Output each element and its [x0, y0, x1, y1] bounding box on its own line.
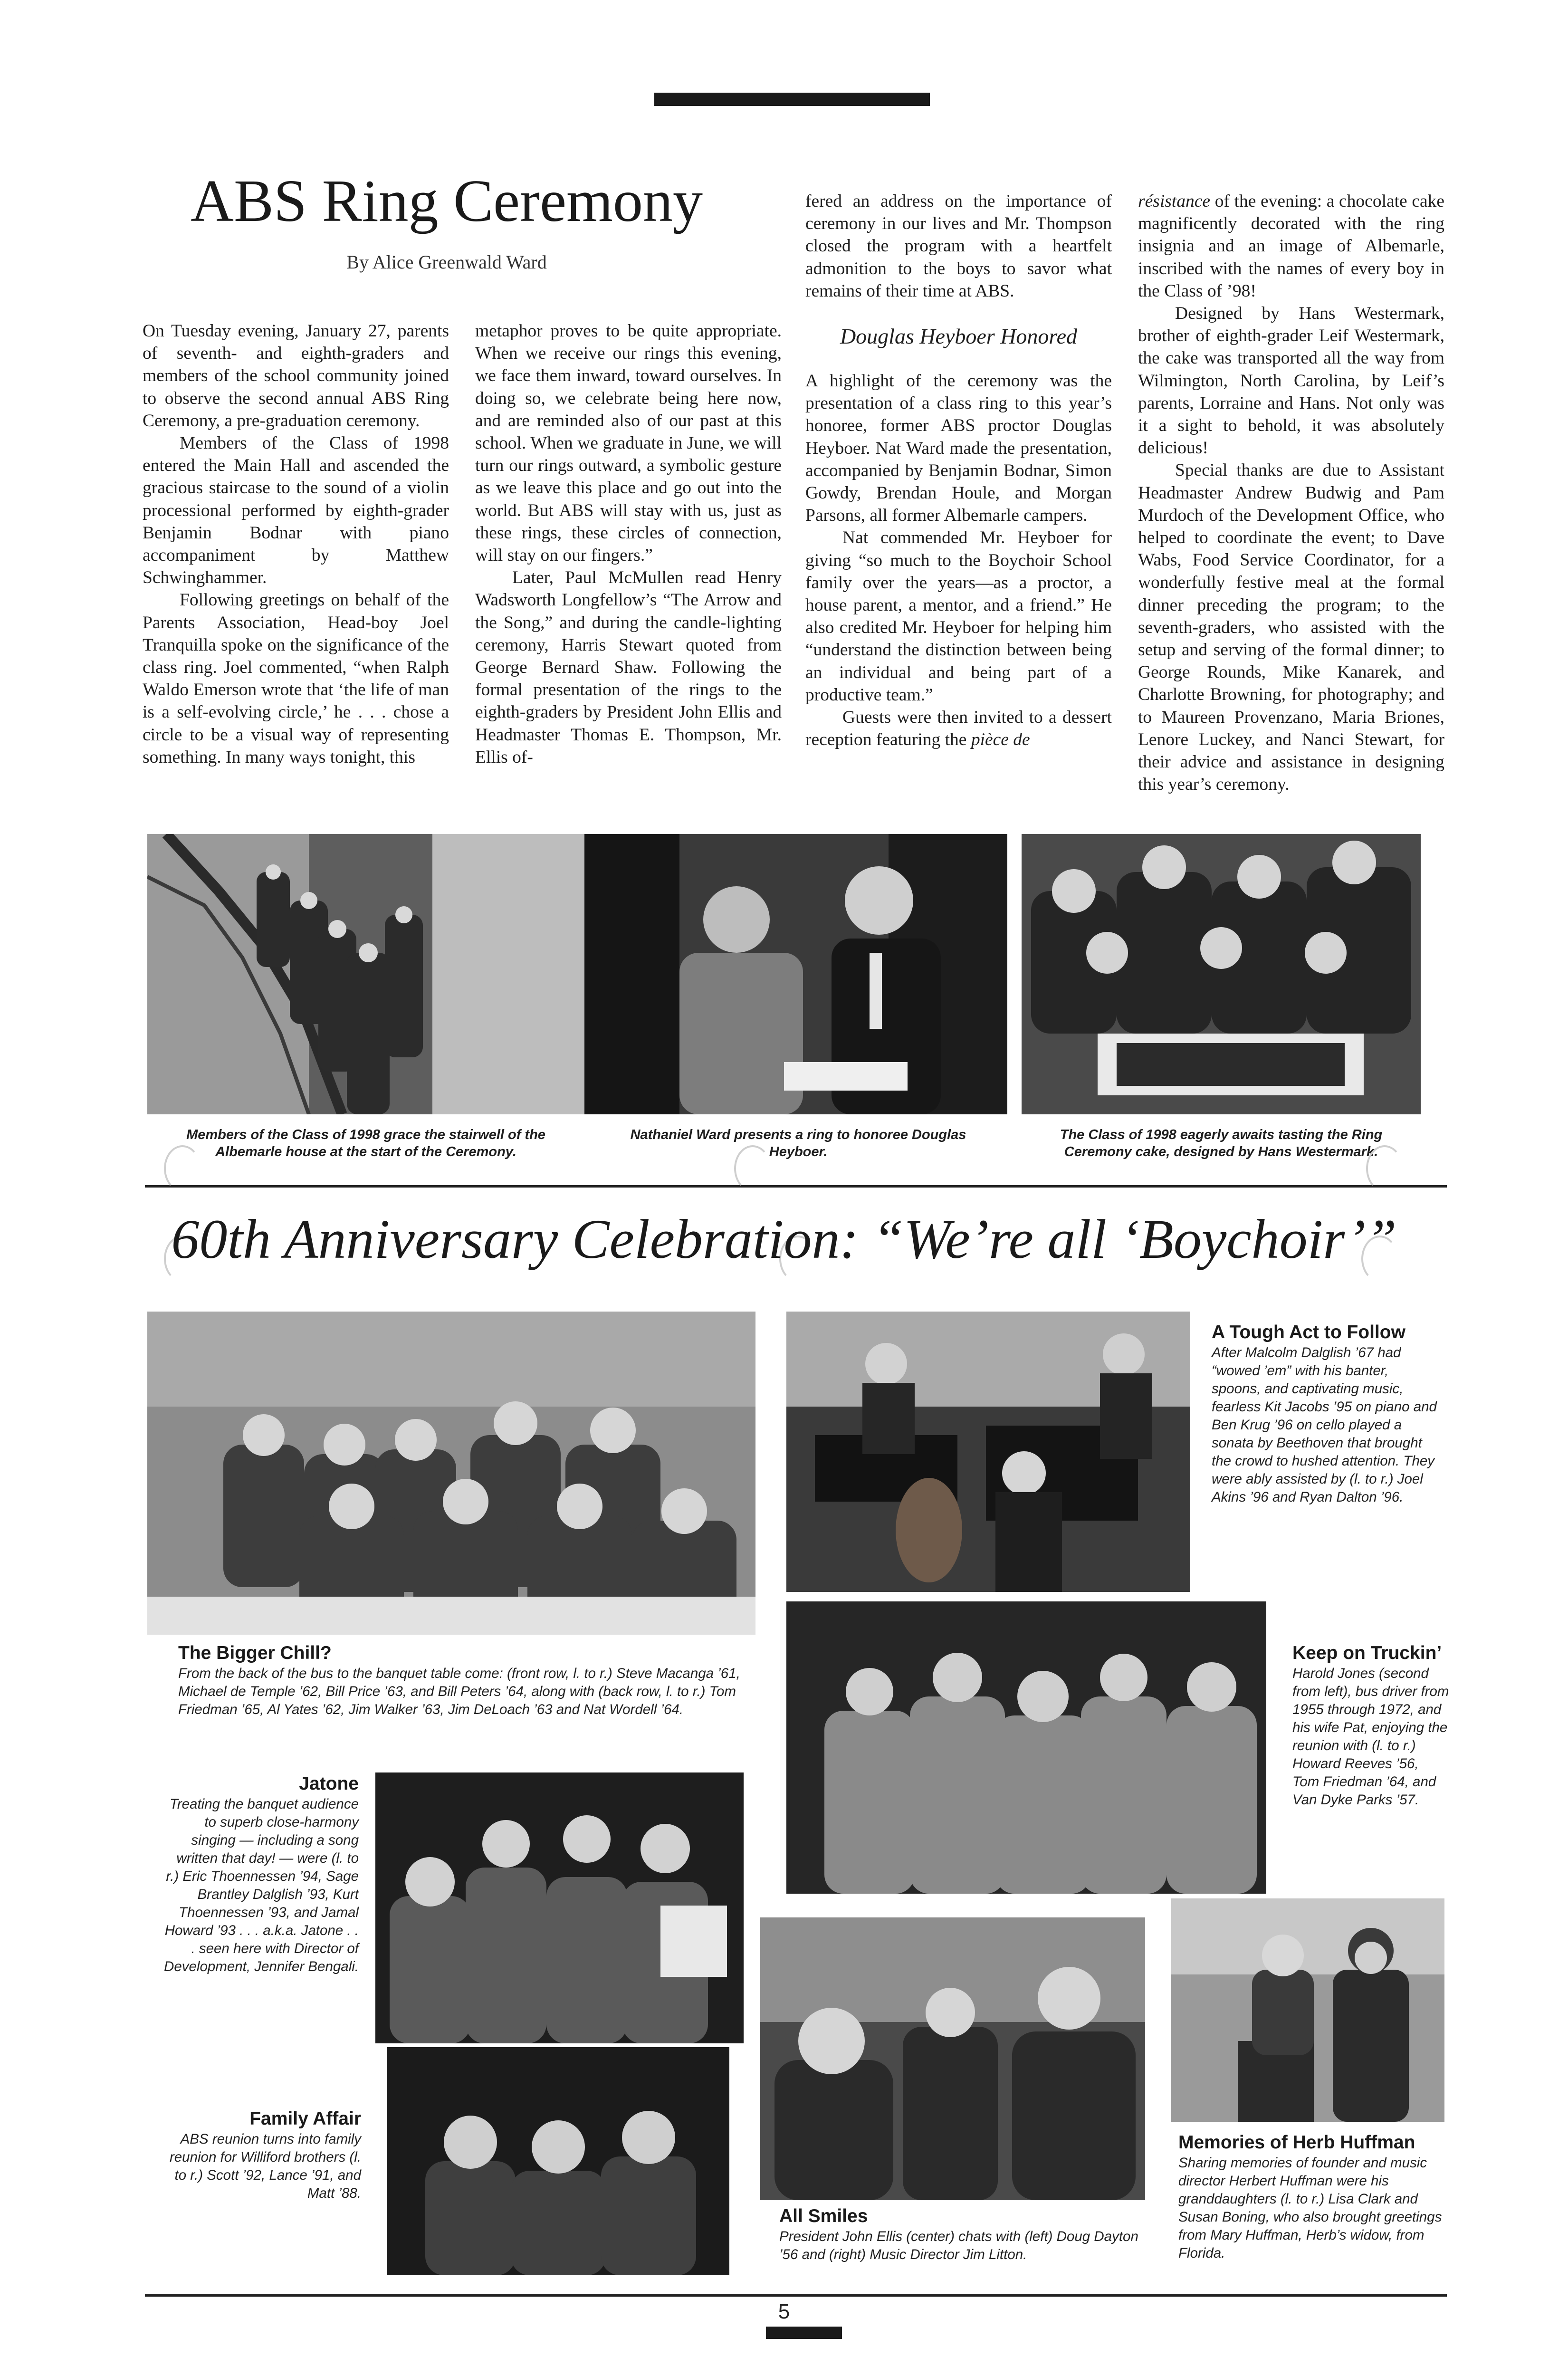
caption-text: Treating the banquet audience to superb close-harmony singing — including a song written that day! — were (l. to r.) Eric Thoennessen ’94, Sage Brantley Dalglish ’93, Kurt Thoennessen ’93, and Jamal Howard ’93 . . . a.k.a. Jatone . . . seen here with Director of Development, Jennifer Bengali.: [164, 1796, 359, 1974]
section-heading: Douglas Heyboer Honored: [840, 324, 1078, 349]
paragraph: Members of the Class of 1998 entered the Main Hall and ascended the gracious staircase to the sound of a violin processional performed by eighth-grader Benjamin Bodnar with piano accompaniment by Matthew Schwinghammer.: [143, 433, 449, 588]
paragraph: metaphor proves to be quite appropriate. When we receive our rings this evening, we face them inward, toward ourselves. In doing so, we celebrate being here now, and are reminded also of our past at this school. When we graduate in June, we will turn our rings outward, a symbolic gesture as we leave this place and go out into the world. But ABS will stay with us, just as these rings, these circles of connection, will stay on our fingers.”: [475, 321, 782, 565]
photo-stairwell: [147, 834, 589, 1114]
paragraph: Special thanks are due to Assistant Headmaster Andrew Budwig and Pam Murdoch of the Development Office, who helped to coordinate the event; to Dave Wabs, Food Service Coordinator, for a wonderfully festive meal at the formal dinner preceding the program; to the seventh-graders, who assisted with the setup and serving of the formal dinner; to George Rounds, Mike Kanarek, and Charlotte Browning, for photography; and to Maureen Provenzano, Maria Briones, Lenore Luckey, and Nanci Stewart, for their advice and assistance in designing this year’s ceremony.: [1138, 460, 1444, 795]
photo-class-cake: [1022, 834, 1421, 1114]
photo-bigger-chill: [147, 1312, 755, 1635]
herb-huffman-caption: [1178, 2131, 1444, 2262]
footer-rule: [145, 2294, 1447, 2297]
article-column-2: [475, 320, 782, 768]
caption-heading: Jatone: [299, 1773, 359, 1794]
caption-text: ABS reunion turns into family reunion for Williford brothers (l. to r.) Scott ’92, Lance ’91, and Matt ’88.: [169, 2131, 361, 2201]
all-smiles-caption: [779, 2205, 1145, 2264]
photo-jatone: [375, 1772, 744, 2043]
paragraph: [1138, 190, 1444, 302]
paragraph: A highlight of the ceremony was the presentation of a class ring to this year’s honoree, former ABS proctor Douglas Heyboer. Nat Ward made the presentation, accompanied by Benjamin Bodnar, Simon Gowdy, Brendan Houle, and Morgan Parsons, all former Albemarle campers.: [805, 371, 1112, 526]
paragraph: Following greetings on behalf of the Parents Association, Head-boy Joel Tranquilla spoke on the significance of the class ring. Joel commented, “when Ralph Waldo Emerson wrote that ‘the life of man is a self-evolving circle,’ he . . . chose a circle to be a visual way of representing something. In many ways tonight, this: [143, 590, 449, 767]
family-affair-caption: [162, 2108, 361, 2203]
celebration-title: 60th Anniversary Celebration: “We’re all ‘Boychoir’”: [171, 1208, 1397, 1270]
photo-ring-presentation: [584, 834, 1007, 1114]
caption-heading: Memories of Herb Huffman: [1178, 2132, 1415, 2153]
punch-hole-mark: [1366, 1145, 1403, 1192]
caption-text: After Malcolm Dalglish ’67 had “wowed ’em” with his banter, spoons, and captivating music, fearless Kit Jacobs ’95 on piano and Ben Krug ’96 on cello played a sonata by Beethoven that brought the crowd to hushed attention. They were ably assisted by (l. to r.) Joel Akins ’96 and Ryan Dalton ’96.: [1212, 1345, 1437, 1505]
article-title: ABS Ring Ceremony: [190, 168, 703, 234]
article-column-4: [1138, 190, 1444, 795]
paragraph: Later, Paul McMullen read Henry Wadsworth Longfellow’s “The Arrow and the Song,” and during the candle-lighting ceremony, Harris Stewart quoted from George Bernard Shaw. Following the formal presentation of the rings to the eighth-graders by President John Ellis and Headmaster Thomas E. Thompson, Mr. Ellis of-: [475, 568, 782, 767]
tough-act-caption: [1212, 1321, 1440, 1506]
paragraph: On Tuesday evening, January 27, parents of seventh- and eighth-graders and members of the school community joined to observe the second annual ABS Ring Ceremony, a pre-graduation ceremony.: [143, 321, 449, 431]
caption-heading: Family Affair: [249, 2108, 361, 2129]
photo-family-affair: [387, 2047, 729, 2275]
caption-text: From the back of the bus to the banquet table come: (front row, l. to r.) Steve Macanga ’61, Michael de Temple ’62, Bill Price ’63, and Bill Peters ’64, along with (back row, l. to r.) Tom Friedman ’65, Al Yates ’62, Jim Walker ’63, Jim DeLoach ’63 and Nat Wordell ’64.: [178, 1666, 740, 1717]
caption-text: Harold Jones (second from left), bus driver from 1955 through 1972, and his wife Pat, enjoying the reunion with (l. to r.) Howard Reeves ’56, Tom Friedman ’64, and Van Dyke Parks ’57.: [1292, 1666, 1449, 1808]
punch-hole-mark: [734, 1145, 771, 1192]
bottom-decorative-bar: [766, 2327, 842, 2339]
photo-keep-truckin: [786, 1601, 1266, 1894]
top-decorative-bar: [654, 93, 930, 106]
paragraph: Designed by Hans Westermark, brother of eighth-grader Leif Westermark, the cake was transported all the way from Wilmington, North Carolina, by Leif’s parents, Lorraine and Hans. Not only was it a sight to behold, it was absolutely delicious!: [1138, 304, 1444, 458]
paragraph: Nat commended Mr. Heyboer for giving “so much to the Boychoir School family over the years—as a proctor, a house parent, a mentor, and a friend.” He also credited Mr. Heyboer for helping him “understand the distinction between being an individual and being part of a productive team.”: [805, 528, 1112, 705]
jatone-caption: [162, 1772, 359, 1976]
article-column-1: [143, 320, 449, 768]
caption-text: Sharing memories of founder and music director Herbert Huffman were his granddaughters (l. to r.) Lisa Clark and Susan Boning, who also brought greetings from Mary Huffman, Herb’s widow, from Florida.: [1178, 2155, 1442, 2261]
paragraph-text: Guests were then invited to a dessert reception featuring the: [805, 708, 1112, 750]
photo-tough-act: [786, 1312, 1190, 1592]
caption-heading: The Bigger Chill?: [178, 1643, 332, 1663]
caption-ring-presentation: Nathaniel Ward presents a ring to honoree Douglas Heyboer.: [630, 1127, 966, 1159]
photo-all-smiles: [760, 1917, 1145, 2200]
section-divider: [145, 1185, 1447, 1188]
photo-herb-huffman: [1171, 1898, 1444, 2122]
bigger-chill-caption: [178, 1642, 758, 1719]
paragraph: fered an address on the importance of ceremony in our lives and Mr. Thompson closed the program with a heartfelt admonition to the boys to savor what remains of their time at ABS.: [805, 192, 1112, 301]
caption-heading: A Tough Act to Follow: [1212, 1322, 1405, 1342]
article-byline: By Alice Greenwald Ward: [346, 251, 547, 273]
caption-heading: All Smiles: [779, 2206, 868, 2226]
italic-phrase: résistance: [1138, 192, 1211, 211]
page-number: 5: [778, 2300, 790, 2323]
paragraph-text: of the evening: a chocolate cake magnificently decorated with the ring insignia and an image of Albemarle, inscribed with the names of every boy in the Class of ’98!: [1138, 192, 1445, 301]
caption-class-cake: The Class of 1998 eagerly awaits tasting the Ring Ceremony cake, designed by Hans Westermark.: [1060, 1127, 1383, 1159]
italic-phrase: pièce de: [971, 730, 1030, 750]
caption-stairwell: Members of the Class of 1998 grace the stairwell of the Albemarle house at the start of the Ceremony.: [186, 1127, 545, 1159]
article-column-3: [805, 190, 1112, 751]
keep-truckin-caption: [1292, 1642, 1449, 1809]
caption-text: President John Ellis (center) chats with (left) Doug Dayton ’56 and (right) Music Director Jim Litton.: [779, 2229, 1138, 2262]
caption-heading: Keep on Truckin’: [1292, 1643, 1442, 1663]
punch-hole-mark: [164, 1145, 201, 1192]
paragraph: [805, 706, 1112, 751]
